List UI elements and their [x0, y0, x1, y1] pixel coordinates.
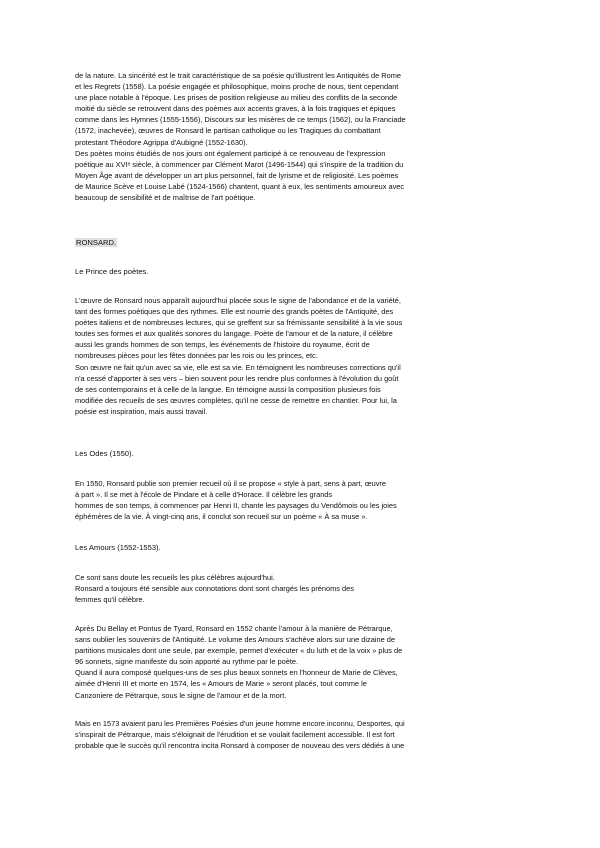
text-line: beaucoup de sensibilité et de maîtrise de l'art poétique. [75, 193, 256, 203]
text-line: modifiée des recueils de ses œuvres complètes, qu'il ne cesse de remettre en chantier. Pour lui, la [75, 395, 397, 405]
subtitle-amours: Les Amours (1552-1553). [75, 543, 161, 552]
text-line: femmes qu'il célèbre. [75, 595, 145, 605]
text-line: une place notable à l'époque. Les prises de position religieuse au milieu des conflits de la seconde [75, 93, 398, 103]
amours-paragraph-1 [75, 572, 530, 605]
text-line: s'inspirait de Pétrarque, mais s'éloignait de l'érudition et se voulait facilement accessible. Il est fort [75, 730, 395, 740]
text-line: Son œuvre ne fait qu'un avec sa vie, elle est sa vie. En témoignent les nombreuses corrections qu'il [75, 362, 401, 372]
text-line: aussi les grands hommes de son temps, les événements de l'histoire du royaume, écrit de [75, 340, 370, 350]
subtitle-odes: Les Odes (1550). [75, 449, 134, 458]
text-line: Ronsard a toujours été sensible aux connotations dont sont chargés les prénoms des [75, 584, 354, 594]
text-line: aimée d'Henri III et morte en 1574, les « Amours de Marie » seront placés, tout comme le [75, 679, 367, 689]
text-line: Mais en 1573 avaient paru les Premières Poésies d'un jeune homme encore inconnu, Desportes, qui [75, 719, 405, 728]
text-line: poésie est inspiration, mais aussi travail. [75, 406, 208, 416]
intro-paragraph [75, 70, 530, 203]
text-line: L'œuvre de Ronsard nous apparaît aujourd'hui placée sous le signe de l'abondance et de la variété, [75, 296, 401, 305]
text-line: et les Regrets (1558). La poésie engagée et philosophique, moins proche de nous, tient cependant [75, 82, 399, 92]
text-line: Canzoniere de Pétrarque, sous le signe de l'amour et de la mort. [75, 690, 287, 700]
text-line: poétique au XVIᵉ siècle, à commencer par Clément Marot (1496-1544) qui s'inspire de la tradition du [75, 159, 404, 169]
text-line: Moyen Âge avant de développer un art plus personnel, fait de lyrisme et de religiosité. Les poèmes [75, 170, 399, 180]
text-line: partitions musicales dont une seule, par exemple, permet d'exécuter « du luth et de la voix » plus de [75, 646, 403, 656]
text-line: (1572, inachevée), œuvres de Ronsard le partisan catholique ou les Tragiques du combattant [75, 126, 381, 136]
text-line: tant des formes poétiques que des rythmes. Elle est nourrie des grands poètes de l'Antiquité, des [75, 307, 394, 317]
amours-paragraph-2 [75, 623, 530, 701]
text-line: sans oublier les souvenirs de l'Antiquité. Le volume des Amours s'achève alors sur une dizaine de [75, 635, 395, 645]
text-line: éphémères de la vie. À vingt-cinq ans, il conclut son recueil sur un poème « À sa muse ». [75, 512, 368, 522]
prince-paragraph [75, 295, 530, 417]
text-line: Quand il aura composé quelques-uns de ses plus beaux sonnets en l'honneur de Marie de Clèves, [75, 668, 398, 678]
odes-paragraph [75, 478, 530, 522]
amours-paragraph-3 [75, 718, 530, 751]
text-line: toutes ses formes et aux qualités sonores du langage. Poète de l'amour et de la nature, il célèbre [75, 329, 393, 339]
text-line: de Maurice Scève et Louise Labé (1524-1566) chantent, quant à eux, les sentiments amoureux avec [75, 181, 405, 191]
text-line: de la nature. La sincérité est le trait caractéristique de sa poésie qu'illustrent les Antiquités de Rome [75, 71, 401, 80]
text-line: comme dans les Hymnes (1555-1556), Discours sur les misères de ce temps (1562), ou la Franciade [75, 115, 406, 125]
text-line: nombreuses pièces pour les fêtes données par les rois ou les princes, etc. [75, 351, 318, 361]
text-line: moitié du siècle se retrouvent dans des poèmes aux accents graves, à la fois tragiques et épiques [75, 104, 396, 114]
text-line: Des poètes moins étudiés de nos jours ont également participé à ce renouveau de l'expression [75, 148, 386, 158]
text-line: En 1550, Ronsard publie son premier recueil où il se propose « style à part, sens à part, œuvre [75, 479, 386, 488]
section-heading [75, 238, 117, 248]
text-line: probable que le succès qu'il rencontra incita Ronsard à composer de nouveau des vers dédiés à une [75, 741, 405, 751]
text-line: 96 sonnets, signe manifeste du soin apporté au rythme par le poète. [75, 657, 299, 667]
text-line: hommes de son temps, à commencer par Henri II, chante les paysages du Vendômois ou les joies [75, 501, 397, 511]
text-line: poètes italiens et de nombreuses lectures, qui se greffent sur sa frémissante sensibilité à la vie sous [75, 318, 403, 328]
text-line: protestant Théodore Agrippa d'Aubigné (1552-1630). [75, 137, 248, 147]
text-line: à part ». Il se met à l'école de Pindare et à celle d'Horace. Il célèbre les grands [75, 490, 333, 500]
section-title: RONSARD. [76, 238, 117, 247]
text-line: de ses contemporains et à celle de la langue. En témoigne aussi la composition plusieurs fois [75, 384, 381, 394]
text-line: Ce sont sans doute les recueils les plus célèbres aujourd'hui. [75, 573, 275, 582]
text-line: n'a cessé d'apporter à ses vers – bien souvent pour les rendre plus conformes à l'évolution du goût [75, 373, 399, 383]
subtitle-prince: Le Prince des poètes. [75, 267, 149, 276]
text-line: Après Du Bellay et Pontus de Tyard, Ronsard en 1552 chante l'amour à la manière de Pétrarque, [75, 624, 393, 633]
